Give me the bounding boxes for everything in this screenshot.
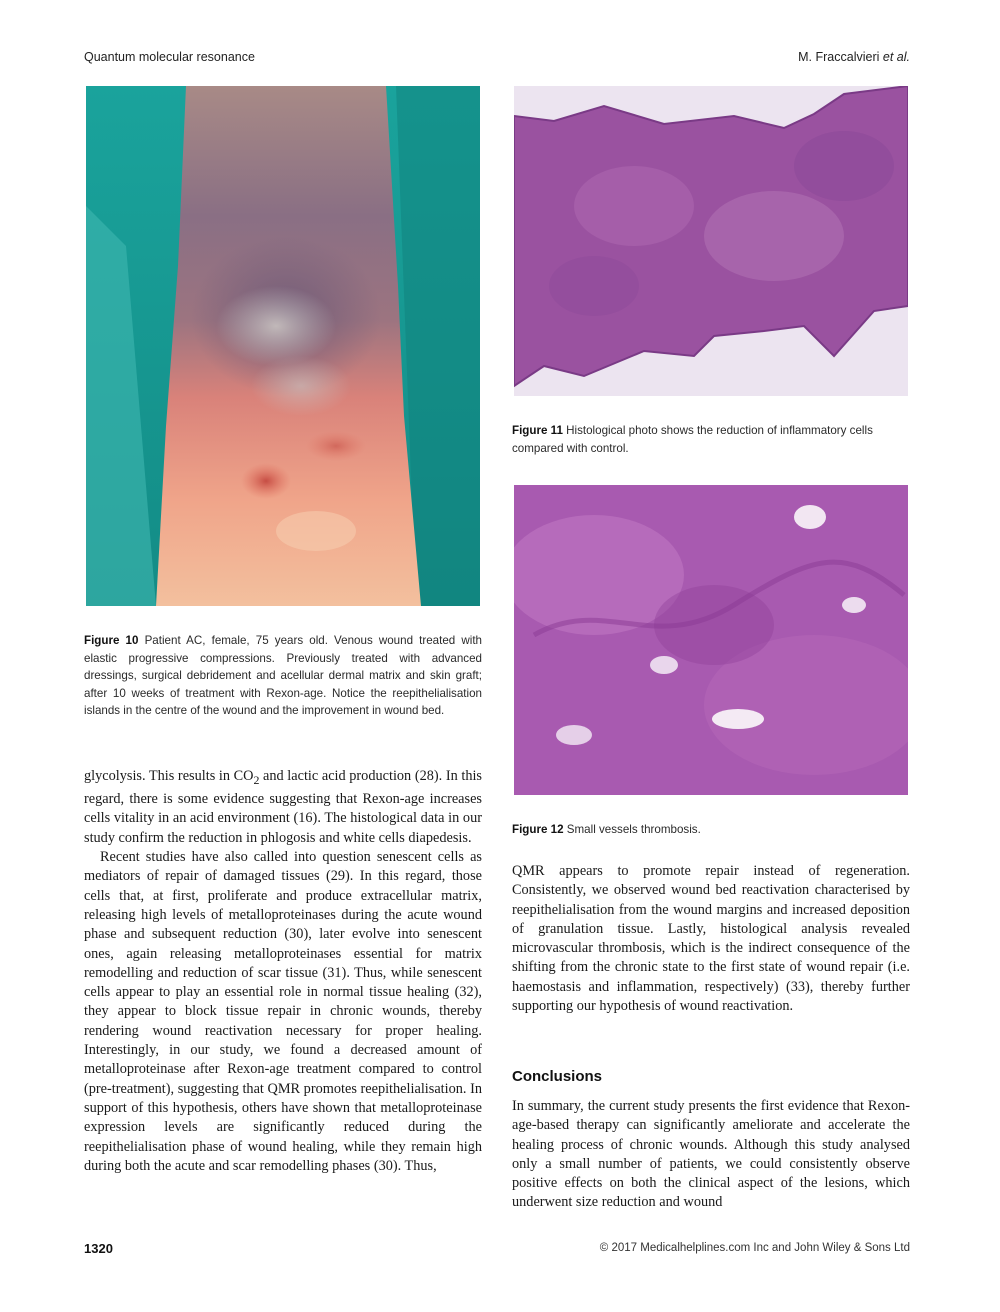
figure-11-label: Figure 11 (512, 424, 563, 437)
right-column-paragraph-2 (512, 1097, 910, 1213)
author-etal: et al. (882, 50, 910, 64)
left-column-text (84, 767, 482, 1176)
figure-10-label: Figure 10 (84, 634, 139, 647)
figure-12-caption-text: Small vessels thrombosis. (566, 823, 701, 836)
figure-12-label: Figure 12 (512, 823, 564, 836)
running-head-title: Quantum molecular resonance (84, 50, 255, 64)
figure-10-caption-text: Patient AC, female, 75 years old. Venous wound treated with elastic progressive compressions. Previously treated with advanced dressings, surgical debridement and acellular dermal matrix and skin graft; after 10 weeks of treatment with Rexon-age. Notice the reepithelialisation islands in the centre of the wound and the improvement in wound bed. (84, 634, 482, 717)
figure-11-photo (514, 86, 908, 396)
left-paragraph-1 (84, 767, 482, 848)
left-p1-end: and lactic acid production (28). In this regard, there is some evidence suggesting that Rexon-age increases cells vitality in an acid environment (16). The histological data in our study confirm the reduction in phlogosis and white cells diapedesis. (84, 768, 482, 846)
author-name: M. Fraccalvieri (798, 50, 880, 64)
co2-subscript: 2 (253, 772, 260, 787)
running-head-author (798, 50, 910, 64)
histology-low-mag-illustration (514, 86, 908, 396)
left-paragraph-2: Recent studies have also called into question senescent cells as mediators of repair of damaged tissues (29). In this regard, those cells that, at first, proliferate and produce extracellular matrix, releasing high levels of metalloproteinases during the acute wound phase and subsequent reduction (30), later evolve into senescent ones, again releasing metalloproteinases essential for matrix remodelling and reduction of scar tissue (31). Thus, while senescent cells appear to play an essential role in normal tissue healing (32), they appear to block tissue repair in chronic wounds, thereby rendering wound reactivation necessary for proper healing. Interestingly, in our study, we found a decreased amount of metalloproteinase after Rexon-age treatment compared to control (pre-treatment), suggesting that QMR promotes reepithelialisation. In support of this hypothesis, others have shown that metalloproteinase expression levels are significantly reduced during the reepithelialisation phase of wound healing, while they remain high during both the acute and scar remodelling phases (30). Thus, (84, 849, 482, 1174)
histology-high-mag-illustration (514, 485, 908, 795)
figure-11-caption-text: Histological photo shows the reduction of inflammatory cells compared with control. (512, 424, 873, 455)
figure-10-photo (86, 86, 480, 606)
copyright-notice: © 2017 Medicalhelplines.com Inc and John Wiley & Sons Ltd (599, 1242, 910, 1254)
page-number: 1320 (84, 1241, 113, 1256)
right-column-paragraph-1 (512, 862, 910, 1016)
right-paragraph-2: In summary, the current study presents the first evidence that Rexon-age-based therapy can significantly ameliorate and accelerate the healing process of chronic wounds. Although this study analysed only a small number of patients, we could consistently observe positive effects on both the clinical aspect of the lesions, which underwent size reduction and wound (512, 1098, 910, 1211)
right-paragraph-1: QMR appears to promote repair instead of regeneration. Consistently, we observed wound bed reactivation characterised by reepithelialisation from the wound margins and increased deposition of granulation tissue. Lastly, histological analysis revealed microvascular thrombosis, which is the indirect consequence of the shifting from the chronic state to the first state of wound repair (i.e. haemostasis and inflammation, respectively) (33), thereby further supporting our hypothesis of wound reactivation. (512, 863, 910, 1015)
figure-12-caption (512, 821, 910, 839)
conclusions-heading: Conclusions (512, 1068, 603, 1085)
left-p1-start: glycolysis. This results in CO (84, 768, 254, 784)
figure-11-caption (512, 422, 910, 457)
figure-10-caption (84, 632, 482, 720)
leg-wound-illustration (86, 86, 480, 606)
figure-12-photo (514, 485, 908, 795)
